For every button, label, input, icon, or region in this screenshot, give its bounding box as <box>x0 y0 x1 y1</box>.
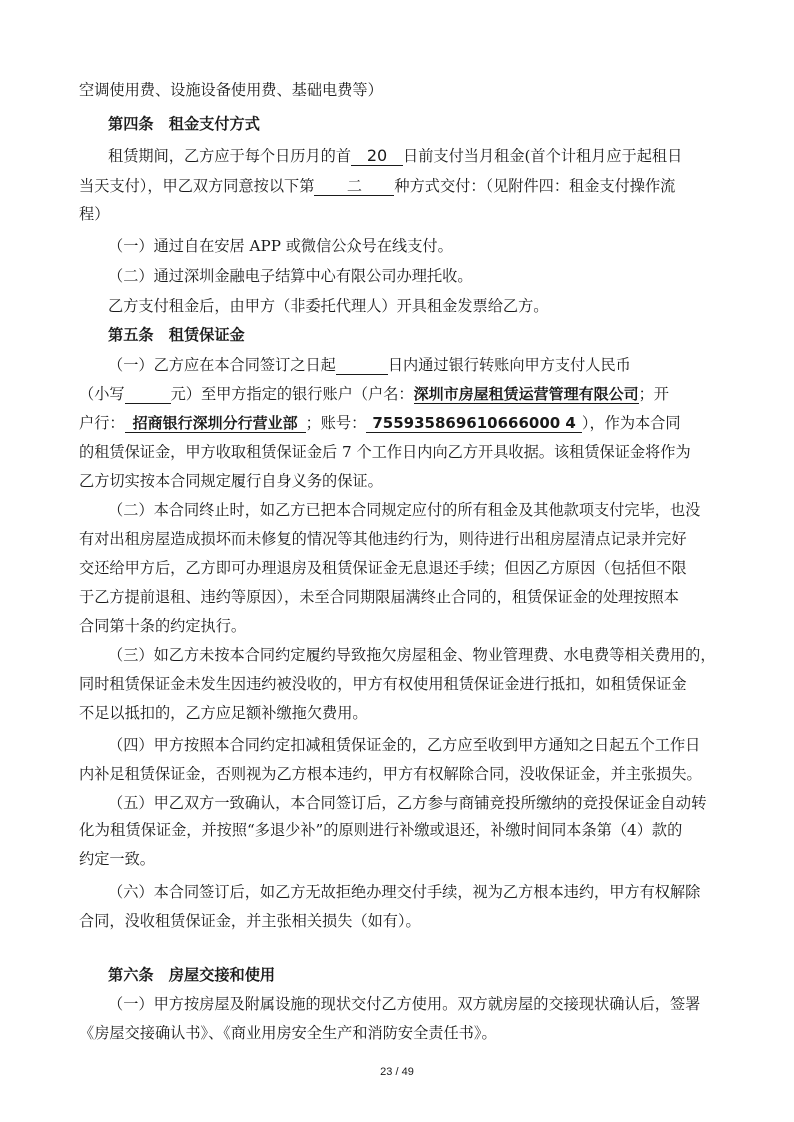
page-number: 23 / 49 <box>380 1066 414 1078</box>
text-line: 有对出租房屋造成损坏而未修复的情况等其他违约行为，则待进行出租房屋清点记录并完好 <box>79 530 687 548</box>
text-line: 乙方支付租金后，由甲方（非委托代理人）开具租金发票给乙方。 <box>108 297 549 315</box>
text-span: 赁保证金，并按照“多退少补”的原则进行补缴或退还，补缴时间同本条第（4）款的 <box>125 821 683 839</box>
text-line: 于乙方提前退租、违约等原因），未至合同期限届满终止合同的，租赁保证金的处理按照本 <box>79 588 679 606</box>
text-line <box>79 413 681 433</box>
text-line <box>79 384 669 404</box>
payment-method-field: 二 <box>314 177 394 196</box>
text-span: 日前支付当月租金(首个计租月应于起租日 <box>403 147 683 165</box>
text-line: 程） <box>79 205 110 223</box>
text-span: 户行： <box>79 414 125 432</box>
text-span: （五）甲乙双方一致确认，本合同签订后， <box>108 794 397 812</box>
text-line <box>108 793 707 813</box>
text-span: 元）至甲方指定的银行账户（户名： <box>170 385 414 403</box>
deposit-amount-blank <box>125 385 171 404</box>
text-line: （二）本合同终止时，如乙方已把本合同规定应付的所有租金及其他款项支付完毕，也没 <box>108 501 701 519</box>
text-line: 合同，没收租赁保证金，并主张相关损失（如有）。 <box>79 912 421 930</box>
text-line: 合同第十条的约定执行。 <box>79 617 247 635</box>
text-span: 化为租 <box>79 821 126 839</box>
text-line: （一）通过自在安居 APP 或微信公众号在线支付。 <box>108 237 453 255</box>
text-line: 不足以抵扣的，乙方应足额补缴拖欠费用。 <box>79 704 368 722</box>
text-line: （三）如乙方未按本合同约定履约导致拖欠房屋租金、物业管理费、水电费等相关费用的， <box>108 646 716 664</box>
text-line: （六）本合同签订后，如乙方无故拒绝办理交付手续，视为乙方根本违约，甲方有权解除 <box>108 883 701 901</box>
text-span: 日内通过银行转账向甲方支付人民币 <box>387 356 631 374</box>
deposit-days-blank <box>336 356 388 375</box>
text-line: 交还给甲方后，乙方即可办理退房及租赁保证金无息退还手续；但因乙方原因（包括但不限 <box>79 559 687 577</box>
text-line <box>79 176 675 196</box>
text-line <box>79 820 682 840</box>
rent-due-day-field: 20 <box>351 147 403 166</box>
text-line: 空调使用费、设施设备使用费、基础电费等） <box>79 81 383 99</box>
text-span: ；开 <box>638 385 669 403</box>
text-line: 约定一致。 <box>79 850 155 868</box>
account-number-field: 755935869610666000 4 <box>366 414 582 433</box>
text-line: （一）甲方按房屋及附属设施的现状交付乙方使用。双方就房屋的交接现状确认后，签署 <box>108 995 701 1013</box>
text-line: （二）通过深圳金融电子结算中心有限公司办理托收。 <box>108 267 473 285</box>
text-line <box>108 146 682 166</box>
article-5-heading: 第五条 租赁保证金 <box>108 326 245 344</box>
article-6-heading: 第六条 房屋交接和使用 <box>108 966 276 984</box>
text-span: 种方式交付：（见附件四：租金支付操作流 <box>394 177 676 195</box>
bank-name-field: 招商银行深圳分行营业部 <box>125 414 306 433</box>
text-line: （四）甲方按照本合同约定扣减租赁保证金的，乙方应至收到甲方通知之日起五个工作日 <box>108 736 701 754</box>
account-name-field: 深圳市房屋租赁运营管理有限公司 <box>413 385 639 403</box>
text-span: ），作为本合同 <box>581 414 681 432</box>
text-line: 同时租赁保证金未发生因违约被没收的，甲方有权使用租赁保证金进行抵扣，如租赁保证金 <box>79 675 687 693</box>
text-span: ；账号： <box>305 414 367 432</box>
text-line: 《房屋交接确认书》、《商业用房安全生产和消防安全责任书》。 <box>79 1024 497 1042</box>
article-4-heading: 第四条 租金支付方式 <box>108 115 260 133</box>
text-span: 当天支付），甲乙双方同意按以下第 <box>79 177 315 195</box>
text-line: 的租赁保证金，甲方收取租赁保证金后 7 个工作日内向乙方开具收据。该租赁保证金将作为 <box>79 443 691 461</box>
text-line: 内补足租赁保证金，否则视为乙方根本违约，甲方有权解除合同，没收保证金，并主张损失。 <box>79 765 702 783</box>
text-span: （一）乙方应在本合同签订之日起 <box>108 356 336 374</box>
text-span: （小写 <box>79 385 125 403</box>
text-line <box>108 355 631 375</box>
text-line: 乙方切实按本合同规定履行自身义务的保证。 <box>79 472 383 490</box>
text-span: 租赁期间，乙方应于每个日历月的首 <box>108 147 351 165</box>
text-span: 乙方参与商铺竞投所缴纳的竞投保证金自动转 <box>396 794 707 812</box>
